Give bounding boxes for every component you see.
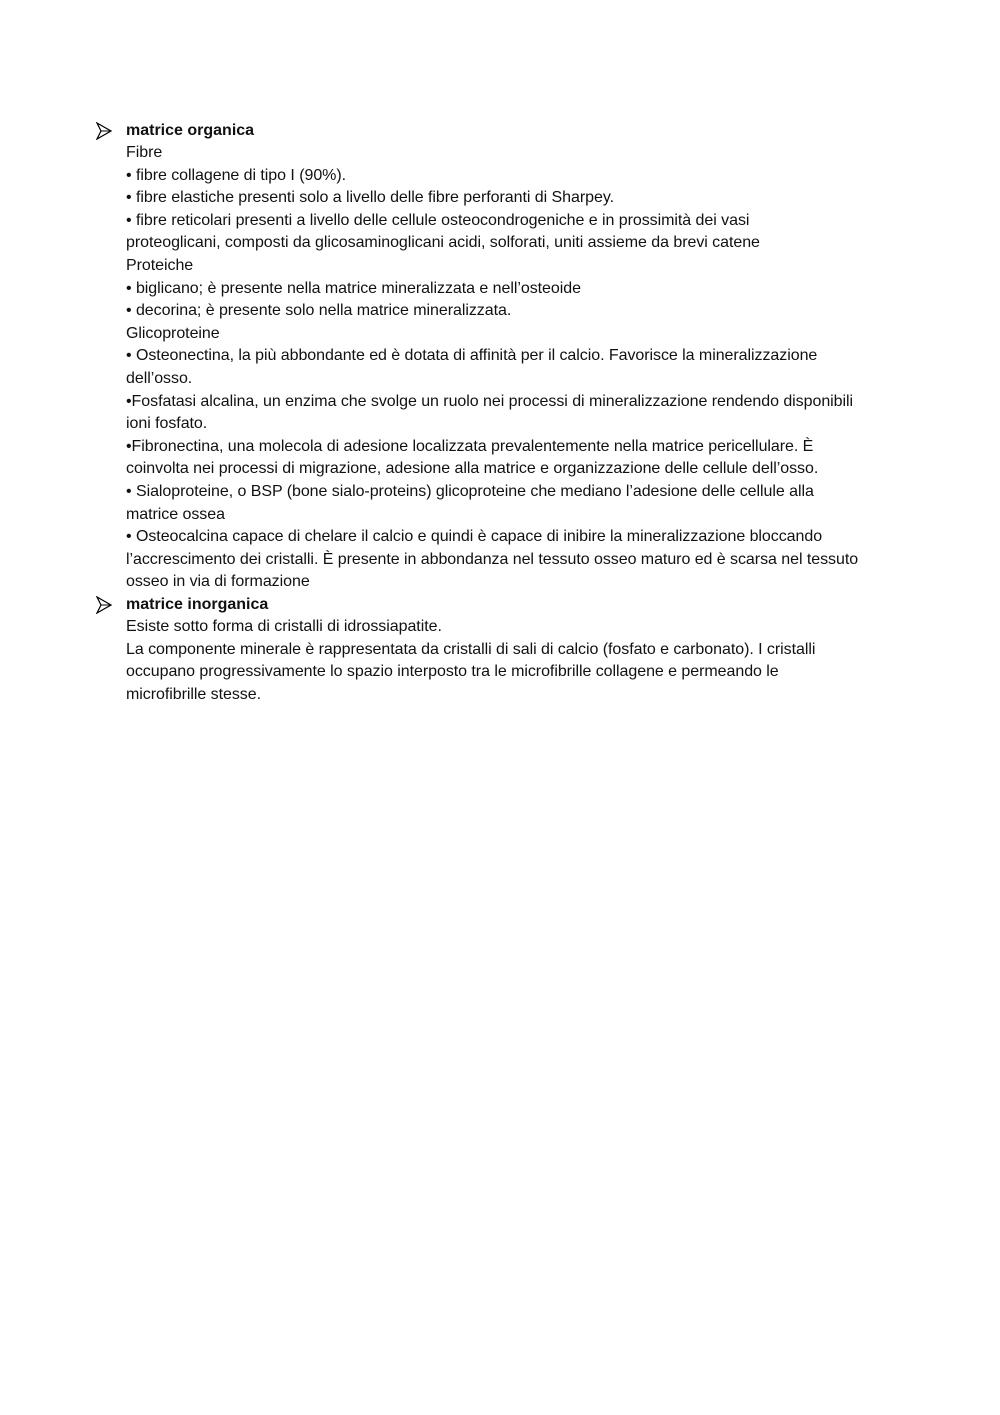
text-line: • decorina; è presente solo nella matrice mineralizzata. <box>126 302 512 320</box>
text-line: • Sialoproteine, o BSP (bone sialo-proteins) glicoproteine che mediano l’adesione delle cellule alla <box>126 482 814 500</box>
text-line: • fibre collagene di tipo I (90%). <box>126 166 347 184</box>
arrowhead-bullet-icon <box>96 596 112 614</box>
section-heading: matrice organica <box>126 122 255 139</box>
text-line: microfibrille stesse. <box>126 685 261 703</box>
text-line: La componente minerale è rappresentata da cristalli di sali di calcio (fosfato e carbonato). I cristalli <box>126 640 816 658</box>
text-line: l’accrescimento dei cristalli. È presente in abbondanza nel tessuto osseo maturo ed è scarsa nel tessuto <box>126 550 859 568</box>
text-line: Fibre <box>126 144 163 161</box>
text-line: dell’osso. <box>126 369 193 387</box>
section-heading-row <box>96 594 906 616</box>
section-matrice-organica <box>96 120 906 594</box>
text-line: Esiste sotto forma di cristalli di idrossiapatite. <box>126 618 442 635</box>
arrowhead-bullet-icon <box>96 122 112 140</box>
section-heading-row <box>96 120 906 142</box>
text-line: • Osteocalcina capace di chelare il calcio e quindi è capace di inibire la mineralizzazione bloccando <box>126 528 823 546</box>
text-line: occupano progressivamente lo spazio interposto tra le microfibrille collagene e permeando le <box>126 663 779 681</box>
text-line: • fibre elastiche presenti solo a livello delle fibre perforanti di Sharpey. <box>126 189 614 207</box>
text-line: proteoglicani, composti da glicosaminoglicani acidi, solforati, uniti assieme da brevi catene <box>126 234 760 252</box>
text-line: •Fibronectina, una molecola di adesione localizzata prevalentemente nella matrice pericellulare. È <box>126 437 814 455</box>
text-line: matrice ossea <box>126 505 225 523</box>
text-line: • Osteonectina, la più abbondante ed è dotata di affinità per il calcio. Favorisce la mineralizzazione <box>126 347 818 365</box>
section-body <box>126 616 906 706</box>
section-heading: matrice inorganica <box>126 596 269 613</box>
text-line: ioni fosfato. <box>126 415 208 433</box>
text-line: • biglicano; è presente nella matrice mineralizzata e nell’osteoide <box>126 279 581 297</box>
section-body <box>126 142 906 594</box>
section-matrice-inorganica <box>96 594 906 706</box>
text-line: coinvolta nei processi di migrazione, adesione alla matrice e organizzazione delle cellule dell’osso. <box>126 460 819 478</box>
text-line: Proteiche <box>126 256 194 274</box>
text-line: •Fosfatasi alcalina, un enzima che svolge un ruolo nei processi di mineralizzazione rendendo disponibili <box>126 392 854 410</box>
text-line: osseo in via di formazione <box>126 573 310 591</box>
text-line: Glicoproteine <box>126 324 220 342</box>
text-line: • fibre reticolari presenti a livello delle cellule osteocondrogeniche e in prossimità dei vasi <box>126 211 750 229</box>
